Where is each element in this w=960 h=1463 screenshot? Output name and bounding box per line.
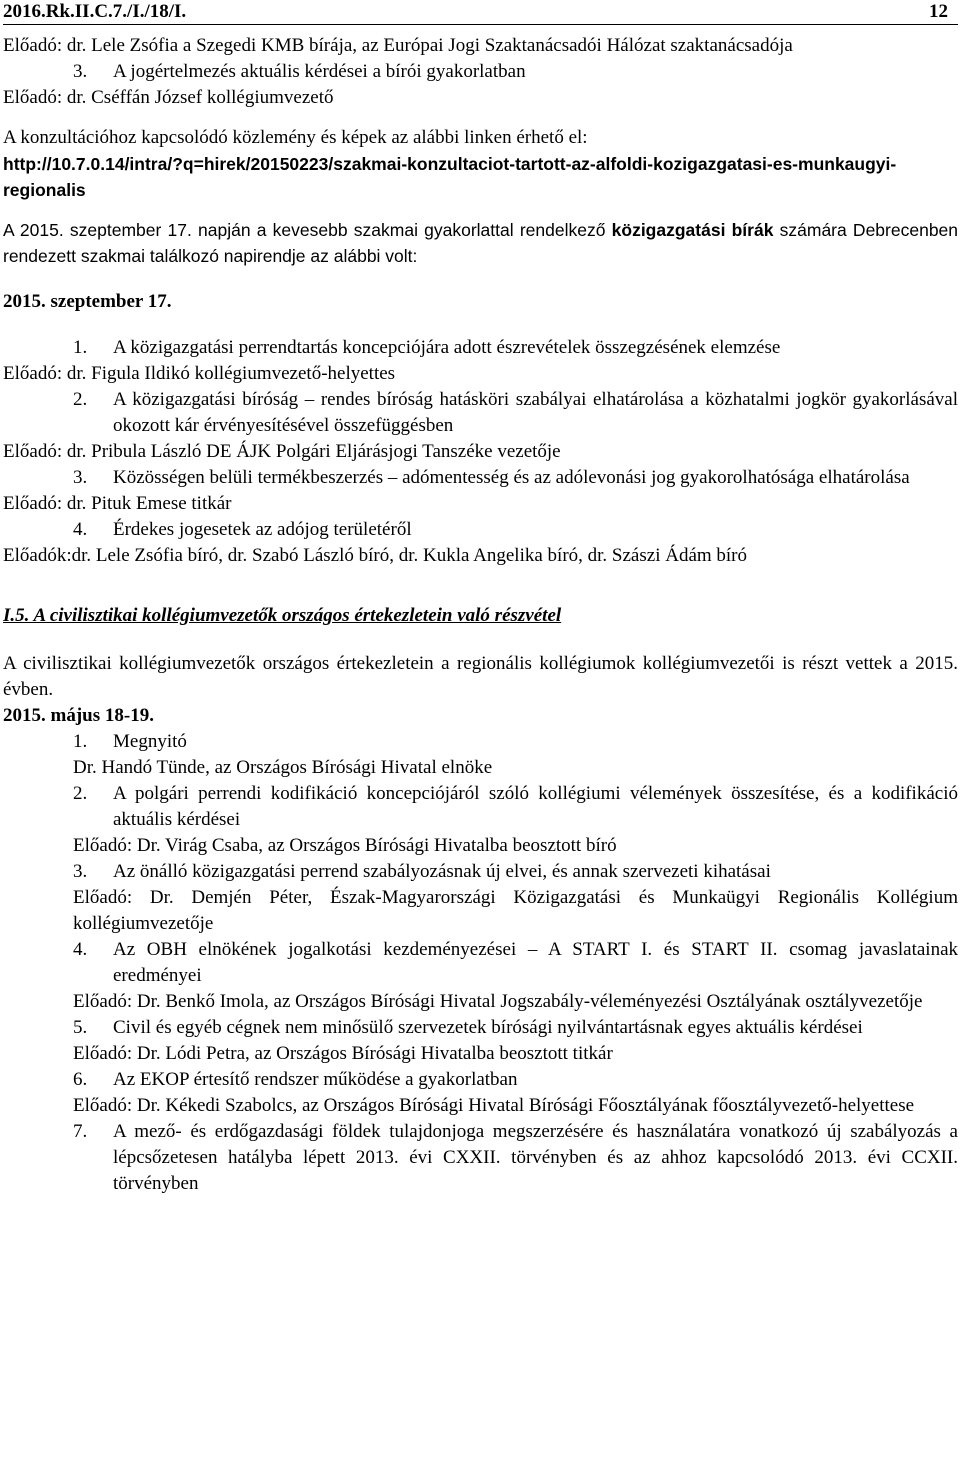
agenda-item	[3, 781, 958, 833]
page-header	[3, 0, 958, 25]
document-reference: 2016.Rk.II.C.7./I./18/I.	[3, 1, 187, 22]
agenda-item-speaker: Előadó: Dr. Kékedi Szabolcs, az Országos Bírósági Hivatal Bírósági Főosztályának főosztályvezető-helyettese	[73, 1095, 915, 1116]
agenda-item-speaker-block	[3, 885, 958, 937]
agenda-item	[3, 335, 958, 361]
link-intro-text: A konzultációhoz kapcsolódó közlemény és képek az alábbi linken érhető el:	[3, 127, 588, 148]
spacer	[3, 315, 958, 335]
agenda-item-speaker: Előadó: Dr. Demjén Péter, Észak-Magyarországi Közigazgatási és Munkaügyi Regionális Kollégium kollégiumvezetője	[73, 887, 958, 934]
agenda-item	[3, 1067, 958, 1093]
agenda-item-speaker: Előadó: dr. Figula Ildikó kollégiumvezető-helyettes	[3, 363, 396, 384]
agenda-item-number: 4.	[73, 519, 88, 540]
agenda-item-speaker: Előadó: Dr. Benkő Imola, az Országos Bírósági Hivatal Jogszabály-véleményezési Osztályának osztályvezetője	[73, 991, 923, 1012]
agenda-item	[3, 729, 958, 755]
spacer	[3, 203, 958, 217]
agenda-item-speaker: Előadó: dr. Pituk Emese titkár	[3, 493, 232, 514]
agenda-item-text: Az OBH elnökének jogalkotási kezdeményezései – A START I. és START II. csomag javaslatainak eredményei	[113, 939, 958, 986]
agenda-item-speaker-block	[3, 1093, 958, 1119]
agenda-item-speaker: Előadó: dr. Pribula László DE ÁJK Polgári Eljárásjogi Tanszéke vezetője	[3, 441, 561, 462]
agenda-item-text: Az önálló közigazgatási perrend szabályozásnak új elvei, és annak szervezeti kihatásai	[113, 861, 771, 882]
agenda-item	[3, 859, 958, 885]
meeting-intro-text-end: számára Debrecenben rendezett szakmai találkozó napirendje az alábbi volt:	[3, 220, 959, 266]
intro-item-text: A jogértelmezés aktuális kérdései a bírói gyakorlatban	[113, 61, 526, 82]
agenda-item-text: A közigazgatási perrendtartás koncepciójára adott észrevételek összegzésének elemzése	[113, 337, 781, 358]
news-link[interactable]: http://10.7.0.14/intra/?q=hirek/20150223/szakmai-konzultaciot-tartott-az-alfoldi-kozigazgatasi-es-munkaugyi-regionalis	[3, 154, 897, 200]
agenda-item-number: 3.	[73, 861, 88, 882]
intro-speaker-line: Előadó: dr. Lele Zsófia a Szegedi KMB bírája, az Európai Jogi Szaktanácsadói Hálózat szaktanácsadója	[3, 35, 793, 56]
intro-item-speaker: Előadó: dr. Cséffán József kollégiumvezető	[3, 87, 334, 108]
agenda-item-number: 2.	[73, 389, 88, 410]
agenda-item	[3, 517, 958, 543]
agenda-item	[3, 937, 958, 989]
agenda-item-speaker: Előadó: Dr. Lódi Petra, az Országos Bírósági Hivatalba beosztott titkár	[73, 1043, 613, 1064]
agenda-item-speaker-block	[3, 989, 958, 1015]
agenda-item-text: A közigazgatási bíróság – rendes bíróság hatásköri szabályai elhatárolása a közhatalmi jogkör gyakorlásával okozott kár érvényesítésével összefüggésben	[113, 389, 958, 436]
agenda-item-number: 7.	[73, 1121, 88, 1142]
agenda-item-number: 1.	[73, 731, 88, 752]
spacer	[3, 111, 958, 125]
agenda-item-text: Az EKOP értesítő rendszer működése a gyakorlatban	[113, 1069, 518, 1090]
agenda-item-speaker: Dr. Handó Tünde, az Országos Bírósági Hivatal elnöke	[73, 757, 493, 778]
agenda-item-speaker: Előadók:dr. Lele Zsófia bíró, dr. Szabó László bíró, dr. Kukla Angelika bíró, dr. Szászi Ádám bíró	[3, 545, 748, 566]
section-title: I.5. A civilisztikai kollégiumvezetők országos értekezletein való részvétel	[3, 605, 562, 626]
spacer	[3, 629, 958, 651]
agenda-item-number: 2.	[73, 783, 88, 804]
agenda-item	[3, 1119, 958, 1197]
spacer	[3, 269, 958, 289]
intro-item-number: 3.	[73, 61, 88, 82]
agenda-item-number: 5.	[73, 1017, 88, 1038]
meeting-intro-paragraph	[3, 217, 958, 269]
agenda-item-speaker: Előadó: Dr. Virág Csaba, az Országos Bírósági Hivatalba beosztott bíró	[73, 835, 617, 856]
agenda-item-text: Közösségen belüli termékbeszerzés – adómentesség és az adólevonási jog gyakorolhatósága elhatárolása	[113, 467, 910, 488]
meeting-agenda	[3, 335, 958, 569]
meeting-intro-text: A 2015. szeptember 17. napján a kevesebb szakmai gyakorlattal rendelkező	[3, 220, 612, 240]
agenda-item-text: Civil és egyéb cégnek nem minősülő szervezetek bírósági nyilvántartásnak egyes aktuális kérdései	[113, 1017, 863, 1038]
page-number: 12	[929, 1, 948, 22]
section-agenda	[3, 729, 958, 1197]
agenda-item-text: Megnyitó	[113, 731, 187, 752]
meeting-intro-bold: közigazgatási bírák	[611, 220, 774, 240]
intro-item-3	[3, 59, 958, 85]
section-date: 2015. május 18-19.	[3, 705, 154, 726]
agenda-item-number: 3.	[73, 467, 88, 488]
spacer	[3, 569, 958, 603]
agenda-item-text: A mező- és erdőgazdasági földek tulajdonjoga megszerzésére és használatára vonatkozó új szabályozás a lépcsőzetesen hatályba lépett 2013. évi CXXII. törvényben és az ahhoz kapcsolódó 2013. évi CCXII. törvényben	[113, 1121, 958, 1194]
agenda-item	[3, 465, 958, 491]
agenda-item	[3, 1015, 958, 1041]
agenda-item-text: A polgári perrendi kodifikáció koncepciójáról szóló kollégiumi vélemények összesítése, és a kodifikáció aktuális kérdései	[113, 783, 958, 830]
agenda-item-number: 6.	[73, 1069, 88, 1090]
agenda-item-number: 1.	[73, 337, 88, 358]
agenda-item-text: Érdekes jogesetek az adójog területéről	[113, 519, 412, 540]
meeting-date: 2015. szeptember 17.	[3, 291, 172, 312]
section-paragraph: A civilisztikai kollégiumvezetők országos értekezletein a regionális kollégiumok kollégiumvezetői is részt vettek a 2015. évben.	[3, 653, 958, 700]
agenda-item-number: 4.	[73, 939, 88, 960]
agenda-item	[3, 387, 958, 439]
